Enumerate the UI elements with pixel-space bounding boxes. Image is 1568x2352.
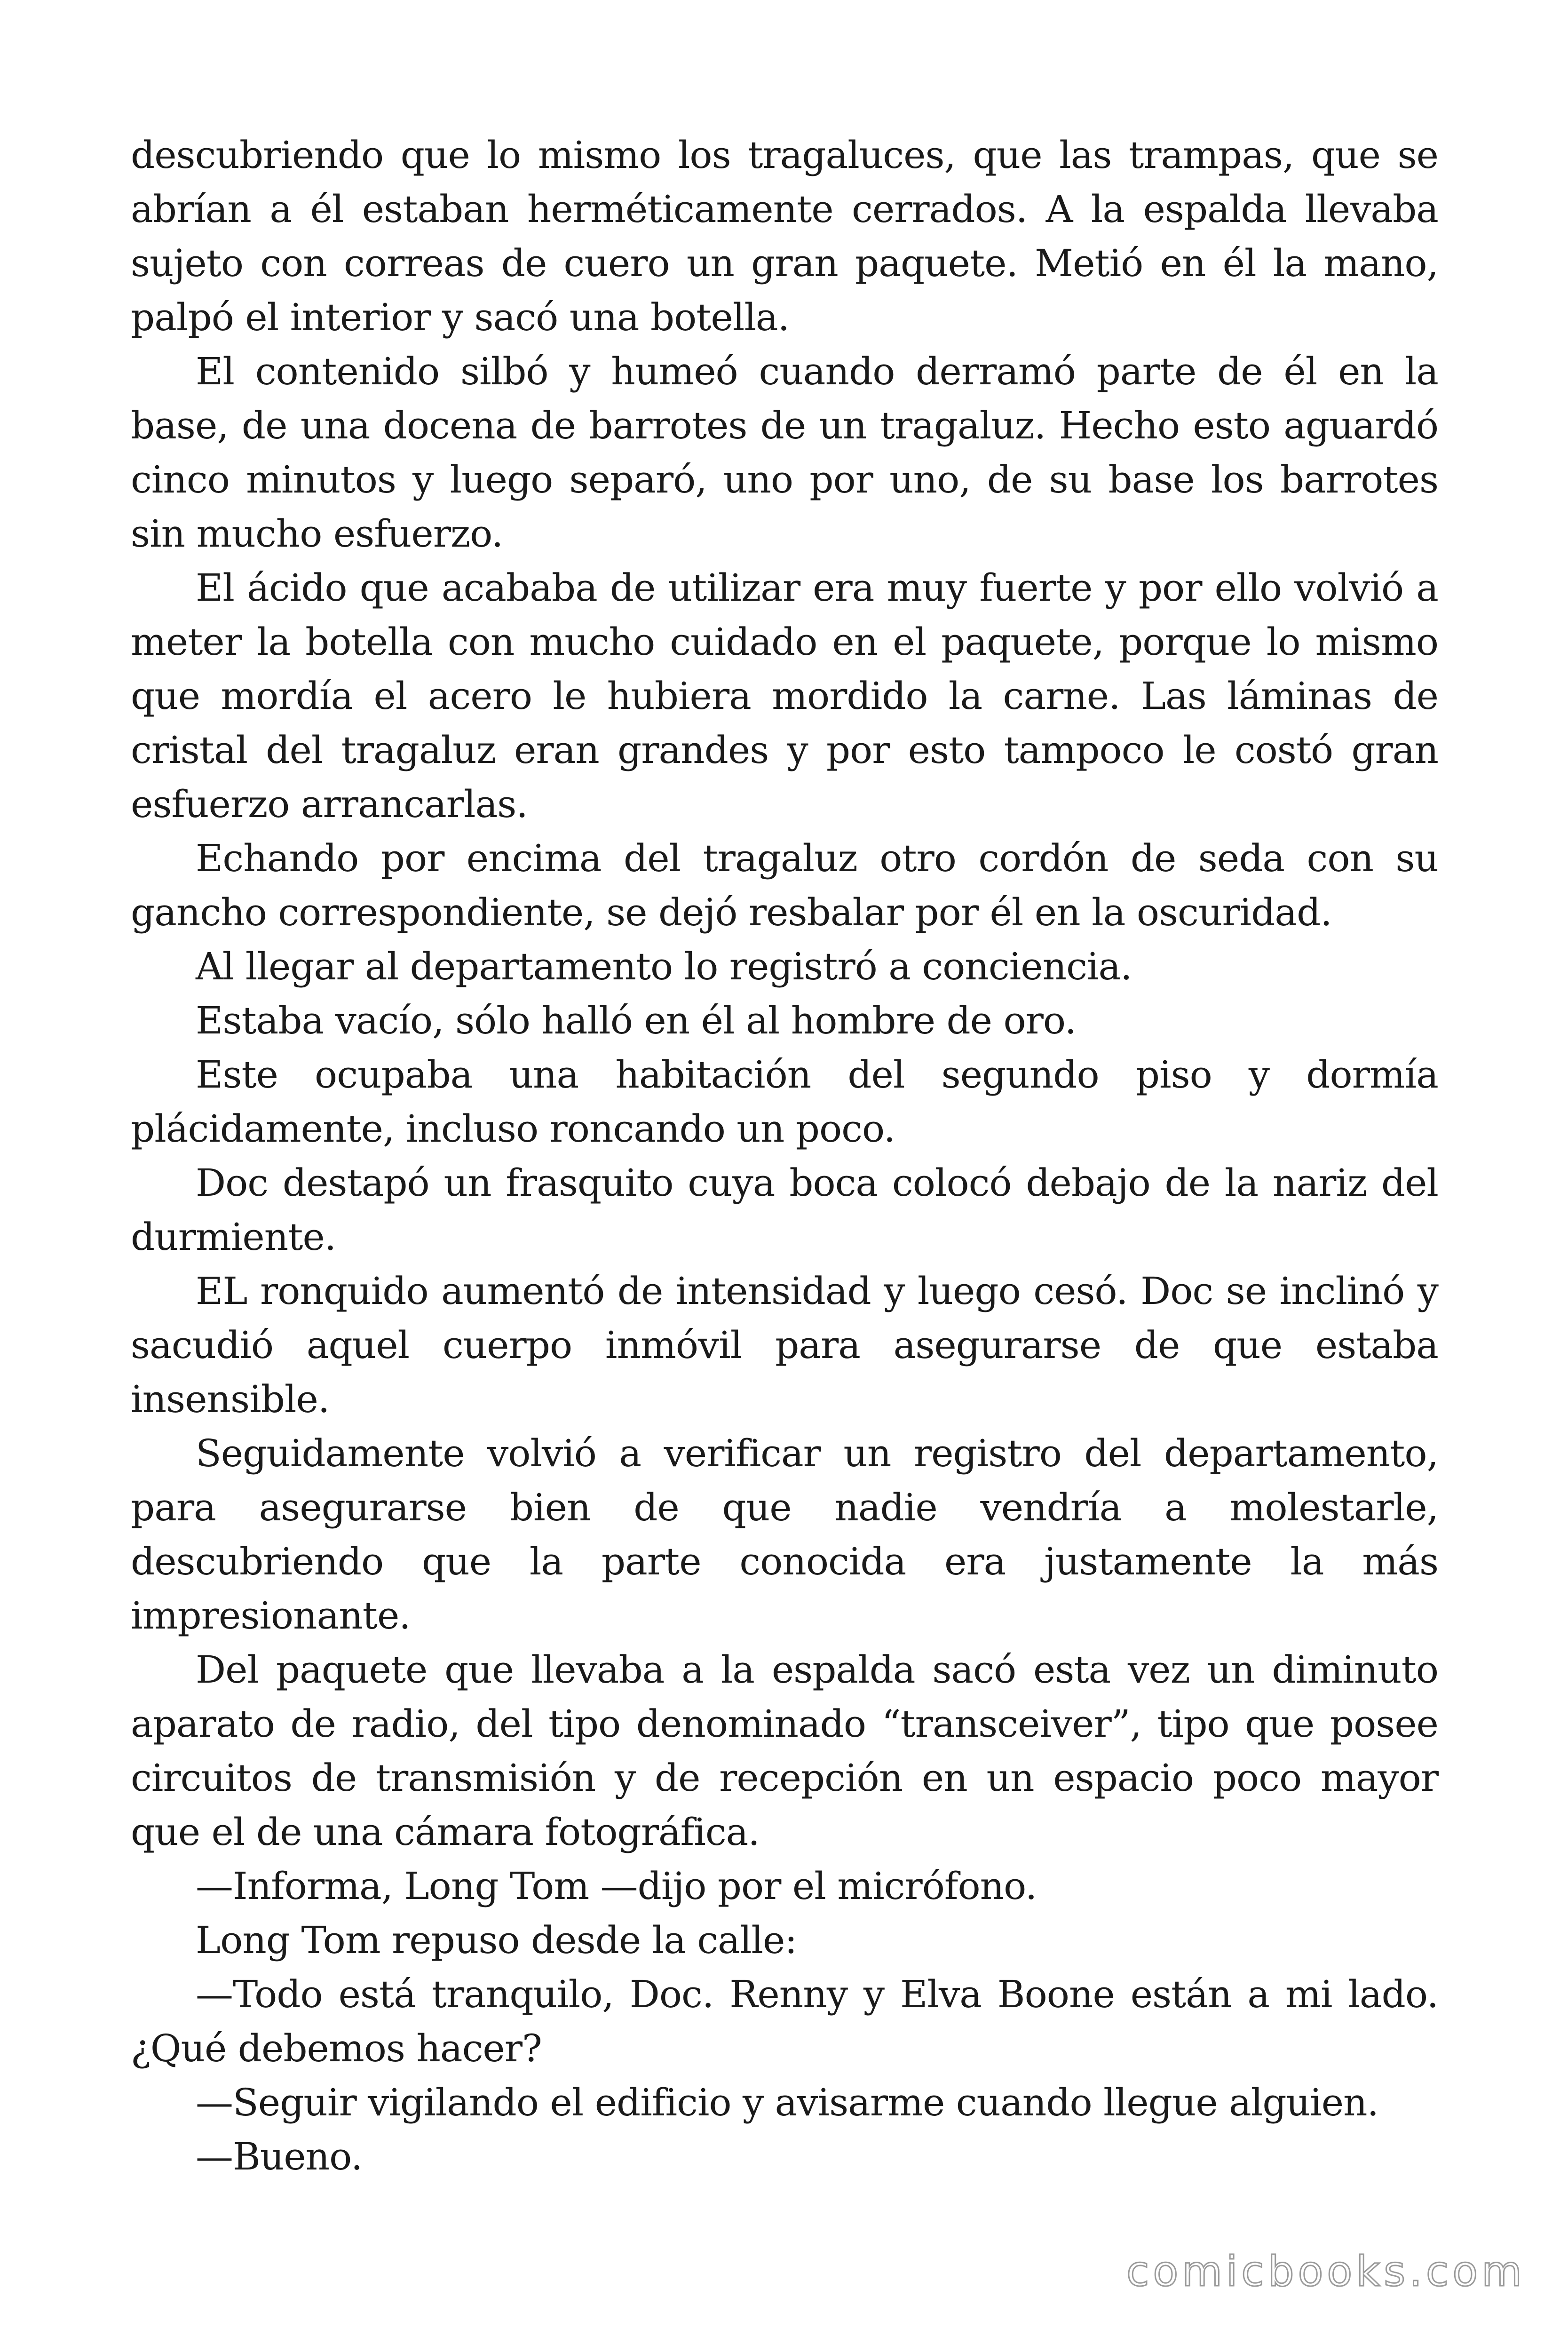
paragraph-6: Estaba vacío, sólo halló en él al hombre de oro. <box>196 999 1077 1042</box>
paragraph-12: —Informa, Long Tom —dijo por el micrófono. <box>196 1864 1037 1908</box>
watermark-text: comicbooks.com <box>1126 2247 1526 2296</box>
paragraph-9: EL ronquido aumentó de intensidad y luego cesó. Doc se inclinó y sacudió aquel cuerpo inmóvil para asegurarse de que estaba insensible. <box>131 1269 1438 1421</box>
paragraph-15: —Seguir vigilando el edificio y avisarme cuando llegue alguien. <box>196 2081 1379 2124</box>
paragraph-16: —Bueno. <box>196 2135 363 2178</box>
paragraph-1: descubriendo que lo mismo los tragaluces, que las trampas, que se abrían a él estaban herméticamente cerrados. A la espalda llevaba sujeto con correas de cuero un gran paquete. Metió en él la mano, palpó el interior y sacó una botella. <box>131 133 1438 339</box>
paragraph-11: Del paquete que llevaba a la espalda sacó esta vez un diminuto aparato de radio, del tipo denominado “transceiver”, tipo que posee circuitos de transmisión y de recepción en un espacio poco mayor que el de una cámara fotográfica. <box>131 1648 1438 1854</box>
page-body <box>131 128 1438 2184</box>
paragraph-7: Este ocupaba una habitación del segundo piso y dormía plácidamente, incluso roncando un poco. <box>131 1053 1438 1151</box>
paragraph-8: Doc destapó un frasquito cuya boca colocó debajo de la nariz del durmiente. <box>131 1161 1438 1259</box>
paragraph-2: El contenido silbó y humeó cuando derramó parte de él en la base, de una docena de barrotes de un tragaluz. Hecho esto aguardó cinco minutos y luego separó, uno por uno, de su base los barrotes sin mucho esfuerzo. <box>131 350 1438 556</box>
paragraph-4: Echando por encima del tragaluz otro cordón de seda con su gancho correspondiente, se dejó resbalar por él en la oscuridad. <box>131 836 1438 934</box>
paragraph-14: —Todo está tranquilo, Doc. Renny y Elva Boone están a mi lado. ¿Qué debemos hacer? <box>131 1972 1438 2070</box>
paragraph-3: El ácido que acababa de utilizar era muy fuerte y por ello volvió a meter la botella con mucho cuidado en el paquete, porque lo mismo que mordía el acero le hubiera mordido la carne. Las láminas de cristal del tragaluz eran grandes y por esto tampoco le costó gran esfuerzo arrancarlas. <box>131 566 1438 826</box>
paragraph-5: Al llegar al departamento lo registró a conciencia. <box>196 945 1132 988</box>
paragraph-13: Long Tom repuso desde la calle: <box>196 1918 797 1962</box>
paragraph-10: Seguidamente volvió a verificar un registro del departamento, para asegurarse bien de que nadie vendría a molestarle, descubriendo que la parte conocida era justamente la más impresionante. <box>131 1431 1438 1637</box>
